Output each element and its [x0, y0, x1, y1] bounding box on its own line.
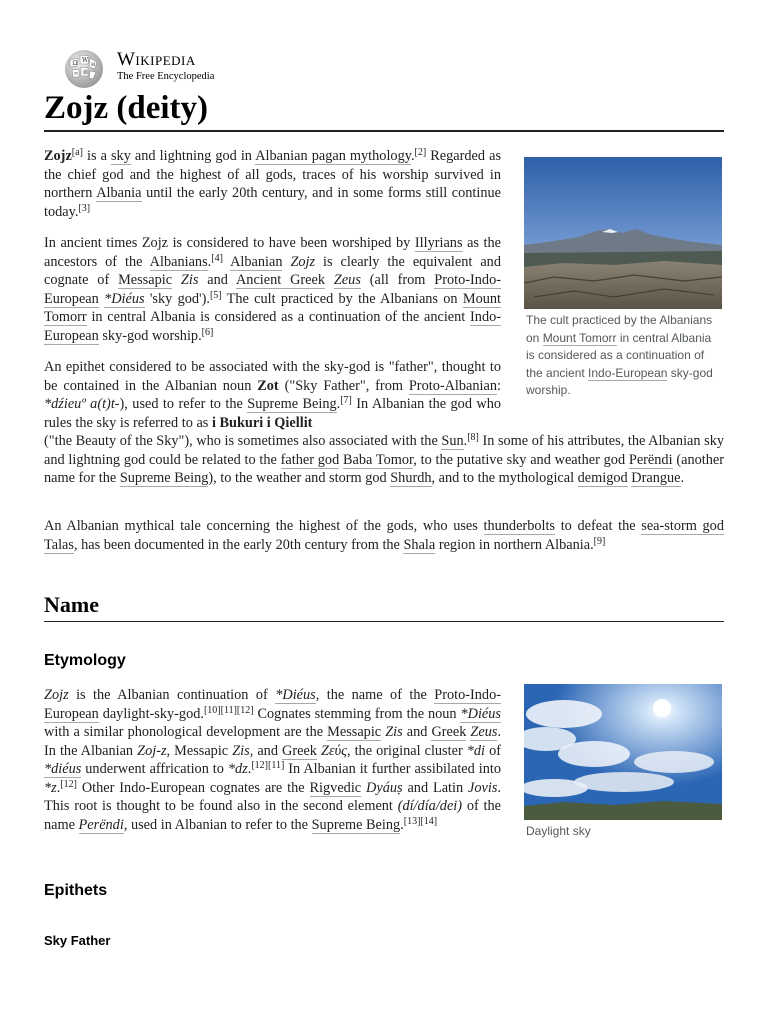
text: . — [463, 433, 468, 449]
text — [325, 272, 334, 288]
ref-3[interactable]: [3] — [78, 202, 91, 214]
text: . — [336, 396, 341, 412]
footnote-a[interactable]: [a] — [71, 147, 83, 158]
wikipedia-globe-icon — [60, 46, 110, 90]
link-proto-indo-european[interactable]: Proto-Indo-European — [44, 687, 501, 722]
link-sea-storm-god[interactable]: sea-storm god — [641, 518, 724, 534]
link-shurdh[interactable]: Shurdh — [390, 470, 432, 486]
text: In Albanian it further assibilated into — [284, 761, 501, 777]
wikipedia-logo[interactable] — [60, 46, 240, 90]
section-divider — [44, 621, 724, 622]
text — [172, 272, 181, 288]
text: to defeat the — [555, 518, 642, 534]
ref-7[interactable]: [7] — [340, 395, 352, 406]
link-albanian-pagan-mythology[interactable]: Albanian pagan mythology — [255, 148, 411, 164]
figure-daylight-sky[interactable] — [524, 684, 722, 820]
subsection-heading-epithets: Epithets — [44, 882, 108, 899]
ref-8[interactable]: [8] — [467, 432, 479, 443]
text: and Latin — [402, 779, 469, 796]
text: . — [410, 148, 415, 164]
text: . This root is thought to be found also in the second element — [44, 779, 501, 814]
svg-text:Ω: Ω — [72, 60, 78, 67]
text: , used in Albanian to refer to the — [123, 816, 312, 833]
text: , and — [249, 742, 283, 759]
text: . — [400, 816, 404, 833]
figure-caption-tomorr — [526, 312, 722, 400]
svg-text:W: W — [82, 57, 89, 64]
text: An Albanian mythical tale concerning the highest of the gods, who uses — [44, 518, 484, 534]
link-sky[interactable]: sky — [110, 148, 131, 164]
link-messapic[interactable]: Messapic — [327, 724, 382, 740]
bold-zot: Zot — [257, 377, 279, 394]
link-shala[interactable]: Shala — [403, 536, 436, 553]
italic-zis: Zis — [180, 272, 199, 288]
link-perendi[interactable]: Perëndi — [628, 451, 673, 468]
ref-2[interactable]: [2] — [414, 147, 427, 158]
page-title: Zojz (deity) — [44, 90, 209, 126]
italic-di: *di — [466, 742, 486, 759]
italic-dia: (dí/día/dei) — [397, 798, 463, 814]
link-albania[interactable]: Albania — [96, 185, 142, 201]
text: : — [497, 377, 501, 394]
text: in central Albania is considered as a continuation of the ancient — [86, 309, 471, 325]
text: Regarded as the chief god and the highest of all gods, traces of his worship survived in northern — [44, 148, 502, 201]
text: , and to the mythological — [431, 470, 578, 486]
text: 'sky god'). — [144, 290, 210, 307]
refs-13-14[interactable]: [13][14] — [403, 815, 438, 827]
logo-wordmark: Wikipedia — [117, 49, 196, 70]
text: . — [680, 470, 685, 486]
text: and — [402, 724, 432, 740]
figure-caption-daylight: Daylight sky — [526, 824, 591, 838]
italic-dyaus: Dyáuṣ — [366, 779, 403, 796]
text: . — [56, 779, 61, 796]
intro-paragraph-4 — [44, 517, 724, 554]
text: of the name — [44, 798, 501, 833]
link-demigod[interactable]: demigod — [577, 470, 628, 486]
link-indo-european[interactable]: Indo-European — [44, 309, 501, 344]
link-illyrians[interactable]: Illyrians — [414, 235, 463, 251]
link-drangue[interactable]: Drangue — [631, 470, 681, 486]
text: region in northern Albania. — [435, 536, 594, 553]
text: ("the Beauty of the Sky"), who is sometimes also associated with the — [44, 433, 442, 449]
mount-tomorr-image[interactable] — [524, 157, 722, 309]
svg-text:維: 維 — [83, 70, 89, 76]
text: , the original cluster — [346, 742, 467, 759]
refs-12-11[interactable]: [12][11] — [251, 760, 285, 771]
text: (all from — [360, 272, 435, 288]
text — [223, 254, 230, 270]
italic-zojz: Zojz — [44, 687, 69, 703]
figure-mount-tomorr[interactable] — [524, 157, 722, 309]
text: In some of his attributes, the Albanian sky and lightning god could be related to the — [44, 433, 724, 468]
link-dieus[interactable]: *Diéus — [460, 705, 501, 722]
ref-12[interactable]: [12] — [60, 778, 77, 790]
caption-text: in central Albania is considered as a continuation of the ancient — [526, 330, 712, 380]
text: (another name for the — [44, 451, 724, 486]
intro-paragraph-1 — [44, 147, 501, 221]
ref-6[interactable]: [6] — [201, 326, 214, 338]
text: Other Indo-European cognates are the — [76, 779, 310, 796]
section-heading-name: Name — [44, 592, 99, 617]
text: and — [198, 272, 236, 288]
link-messapic[interactable]: Messapic — [118, 272, 173, 288]
caption-text: sky-god worship. — [526, 365, 713, 397]
subsection-heading-etymology: Etymology — [44, 652, 126, 669]
link-perendi[interactable]: Perëndi — [78, 816, 124, 833]
subject-bold: Zojz — [44, 148, 72, 164]
ref-9[interactable]: [9] — [593, 535, 606, 547]
link-father-god[interactable]: father god — [280, 451, 340, 468]
caption-text: The cult practiced by the Albanians on — [526, 313, 713, 345]
link-sun[interactable]: Sun — [441, 433, 464, 449]
text: . — [247, 761, 252, 777]
link-talas[interactable]: Talas — [44, 536, 74, 553]
bold-bukuri-i-qiellit: i Bukuri i Qiellit — [211, 414, 313, 431]
text: Cognates stemming from the noun — [253, 705, 461, 722]
refs-10-11-12[interactable]: [10][11][12] — [203, 704, 254, 716]
text: until the early 20th century, and in some forms still continue today. — [44, 185, 502, 220]
link-albanian[interactable]: Albanian — [230, 253, 283, 270]
text: The cult practiced by the Albanians on — [221, 290, 463, 307]
text: with a similar phonological development are the — [44, 724, 328, 740]
link-baba-tomor[interactable]: Baba Tomor — [343, 451, 414, 468]
italic-reconstructed-form: *dźieuº a(t)t- — [44, 396, 120, 412]
text: underwent affrication to — [81, 761, 228, 777]
text: daylight-sky-god. — [98, 705, 204, 722]
text: In Albanian the god who rules the sky is referred to as — [44, 396, 502, 431]
link-greek[interactable]: Greek — [431, 724, 467, 740]
link-zeus[interactable]: Zeus — [470, 724, 498, 740]
text: and lightning god in — [130, 148, 256, 164]
text: . In the Albanian — [44, 724, 502, 759]
subsubsection-heading-sky-father: Sky Father — [44, 933, 111, 948]
etymology-paragraph — [44, 686, 501, 834]
text: , has been documented in the early 20th century from the — [73, 536, 404, 553]
text: as the ancestors of the — [44, 235, 501, 270]
link-supreme-being[interactable]: Supreme Being — [247, 396, 337, 412]
daylight-sky-image[interactable] — [524, 684, 722, 820]
text: ), used to refer to the — [119, 396, 248, 412]
text: is the Albanian continuation of — [68, 687, 276, 703]
text: , the name of the — [315, 687, 435, 703]
intro-paragraph-2 — [44, 234, 501, 345]
text: ("Sky Father", from — [278, 377, 409, 394]
svg-text:ত: ত — [74, 71, 78, 77]
text: sky-god worship. — [98, 327, 202, 344]
link-greek[interactable]: Greek — [282, 742, 317, 759]
link-mount-tomorr[interactable]: Mount Tomorr — [542, 330, 617, 345]
italic-zeus-greek: Ζεύς — [321, 742, 347, 759]
link-proto-indo-european[interactable]: Proto-Indo-European — [44, 272, 501, 307]
link-albanians[interactable]: Albanians — [149, 253, 208, 270]
title-divider — [44, 130, 724, 132]
text: ), to the weather and storm god — [208, 470, 391, 486]
link-mount-tomorr[interactable]: Mount Tomorr — [44, 290, 501, 325]
italic-zoj-z: Zoj-z — [137, 742, 167, 759]
link-indo-european[interactable]: Indo-European — [588, 365, 668, 380]
link-supreme-being[interactable]: Supreme Being — [119, 470, 209, 486]
text: An epithet considered to be associated with the sky-god is "father", thought to be contained in the Albanian noun — [44, 359, 501, 394]
link-dieus[interactable]: *Diéus — [275, 687, 316, 703]
italic-dz: *dz — [227, 761, 248, 777]
italic-z: *z — [44, 779, 57, 796]
link-dieus[interactable]: *diéus — [44, 761, 82, 777]
italic-jovis: Jovis — [468, 779, 498, 796]
intro-paragraph-3-cont — [44, 432, 724, 488]
link-dieus[interactable]: *Diéus — [104, 290, 145, 307]
text: , Messapic — [166, 742, 233, 759]
link-ancient-greek[interactable]: Ancient Greek — [235, 272, 326, 288]
intro-paragraph-3 — [44, 358, 501, 432]
italic-zis: Zis — [232, 742, 250, 759]
link-thunderbolts[interactable]: thunderbolts — [483, 518, 555, 534]
link-rigvedic[interactable]: Rigvedic — [309, 779, 362, 796]
ref-4[interactable]: [4] — [211, 252, 223, 264]
logo-tagline: The Free Encyclopedia — [117, 71, 215, 82]
text: is clearly the equivalent and cognate of — [44, 253, 501, 288]
italic-zis: Zis — [385, 724, 403, 740]
text: of — [485, 742, 501, 759]
text: , to the putative sky and weather god — [413, 451, 629, 468]
text: . — [207, 253, 212, 270]
text: In ancient times Zojz is considered to have been worshiped by — [44, 235, 415, 251]
text: is a — [82, 148, 111, 164]
italic-zojz: Zojz — [290, 253, 316, 270]
link-supreme-being[interactable]: Supreme Being — [311, 816, 401, 833]
link-proto-albanian[interactable]: Proto-Albanian — [408, 377, 498, 394]
ref-5[interactable]: [5] — [209, 289, 222, 301]
svg-text:И: И — [91, 62, 96, 68]
link-zeus[interactable]: Zeus — [333, 272, 361, 288]
